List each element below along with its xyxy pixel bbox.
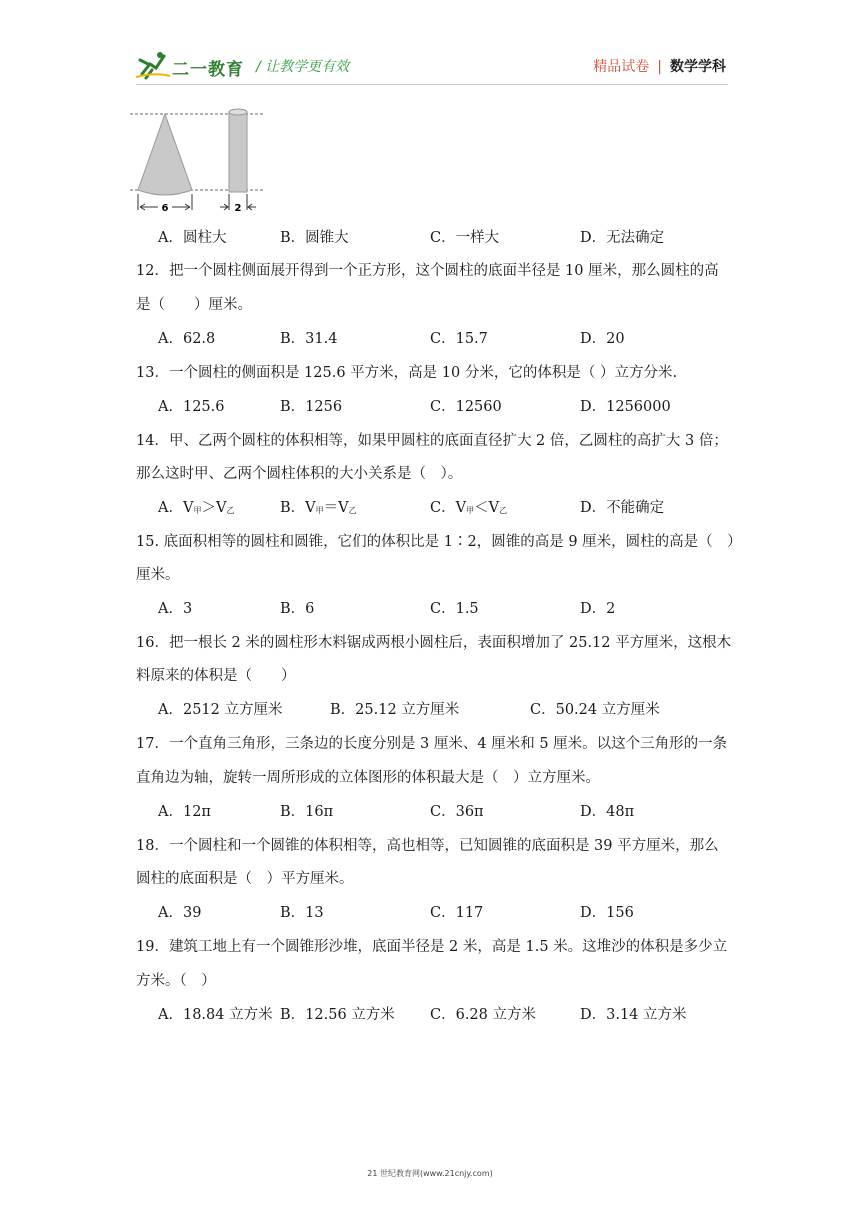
q14-stem-line2: 那么这时甲、乙两个圆柱体积的大小关系是（ ）。 bbox=[136, 466, 463, 482]
q14-option-a[interactable] bbox=[158, 496, 234, 517]
q14-option-b-pre: B．V bbox=[280, 500, 316, 516]
q14-option-a-mid: ＞V bbox=[201, 500, 227, 516]
q18-stem-line1: 18．一个圆柱和一个圆锥的体积相等，高也相等，已知圆锥的底面积是 39 平方厘米，那么 bbox=[136, 838, 719, 854]
q14-option-c-sub2: 乙 bbox=[499, 506, 508, 515]
q16-option-a[interactable]: A．2512 立方厘米 bbox=[158, 702, 283, 718]
q14-option-d[interactable]: D．不能确定 bbox=[580, 500, 665, 516]
q13-option-c[interactable]: C．12560 bbox=[430, 399, 502, 415]
q16-stem-line2: 料原来的体积是（ ） bbox=[136, 668, 296, 684]
header-tag bbox=[593, 56, 726, 76]
q19-option-b[interactable]: B．12.56 立方米 bbox=[280, 1007, 395, 1023]
q12-option-c[interactable]: C．15.7 bbox=[430, 331, 488, 347]
q14-option-b[interactable] bbox=[280, 496, 357, 517]
q11-option-c[interactable]: C．一样大 bbox=[430, 230, 500, 246]
q19-stem-line1: 19．建筑工地上有一个圆锥形沙堆，底面半径是 2 米，高是 1.5 米。这堆沙的体积是多少立 bbox=[136, 939, 728, 955]
q18-option-b[interactable]: B．13 bbox=[280, 905, 324, 921]
page-footer: 21 世纪教育网(www.21cnjy.com) bbox=[367, 1169, 493, 1178]
q14-option-c-pre: C．V bbox=[430, 500, 467, 516]
q13-stem-line1: 13．一个圆柱的侧面积是 125.6 平方米，高是 10 分米，它的体积是（ ）立方分米. bbox=[136, 365, 678, 381]
q16-option-c[interactable]: C．50.24 立方厘米 bbox=[530, 702, 660, 718]
q14-option-a-sub2: 乙 bbox=[226, 506, 235, 515]
q13-option-a[interactable]: A．125.6 bbox=[158, 399, 225, 415]
q16-option-b[interactable]: B．25.12 立方厘米 bbox=[330, 702, 460, 718]
q14-option-c-sub1: 甲 bbox=[466, 506, 475, 515]
q11-option-d[interactable]: D．无法确定 bbox=[580, 230, 665, 246]
q14-option-b-sub1: 甲 bbox=[315, 506, 324, 515]
q14-option-c[interactable] bbox=[430, 496, 507, 517]
q14-option-a-sub1: 甲 bbox=[193, 506, 202, 515]
q17-option-d[interactable]: D．48π bbox=[580, 804, 635, 820]
q12-stem-line2: 是（ ）厘米。 bbox=[136, 297, 252, 313]
q11-option-b[interactable]: B．圆锥大 bbox=[280, 230, 349, 246]
q13-option-b[interactable]: B．1256 bbox=[280, 399, 343, 415]
q14-option-b-sub2: 乙 bbox=[348, 506, 357, 515]
q17-option-a[interactable]: A．12π bbox=[158, 804, 211, 820]
q16-stem-line1: 16．把一根长 2 米的圆柱形木料锯成两根小圆柱后，表面积增加了 25.12 平方厘米，这根木 bbox=[136, 635, 732, 651]
q14-option-a-pre: A．V bbox=[158, 500, 194, 516]
q12-option-d[interactable]: D．20 bbox=[580, 331, 625, 347]
q13-option-d[interactable]: D．1256000 bbox=[580, 399, 671, 415]
q14-option-b-mid: ＝V bbox=[323, 500, 349, 516]
q15-option-b[interactable]: B．6 bbox=[280, 601, 315, 617]
q19-option-d[interactable]: D．3.14 立方米 bbox=[580, 1007, 687, 1023]
q15-stem-line1: 15. 底面积相等的圆柱和圆锥，它们的体积比是 1∶2，圆锥的高是 9 厘米，圆柱的高是（ ） bbox=[136, 534, 742, 550]
q18-stem-line2: 圆柱的底面积是（ ）平方厘米。 bbox=[136, 871, 354, 887]
q18-option-a[interactable]: A．39 bbox=[158, 905, 202, 921]
q17-stem-line2: 直角边为轴，旋转一周所形成的立体图形的体积最大是（ ）立方厘米。 bbox=[136, 770, 600, 786]
q17-option-b[interactable]: B．16π bbox=[280, 804, 334, 820]
cone-base-label: 6 bbox=[161, 203, 169, 214]
page-header bbox=[0, 0, 860, 90]
cone-cylinder-figure bbox=[130, 104, 270, 214]
q15-option-c[interactable]: C．1.5 bbox=[430, 601, 479, 617]
q19-stem-line2: 方米。（ ） bbox=[136, 973, 216, 989]
q11-option-a[interactable]: A．圆柱大 bbox=[158, 230, 227, 246]
q12-option-b[interactable]: B．31.4 bbox=[280, 331, 338, 347]
header-separator: | bbox=[657, 59, 662, 75]
header-tag-exam: 精品试卷 bbox=[593, 59, 650, 75]
q18-option-d[interactable]: D．156 bbox=[580, 905, 634, 921]
header-divider bbox=[136, 84, 728, 85]
q14-option-c-mid: ＜V bbox=[474, 500, 500, 516]
q15-option-d[interactable]: D．2 bbox=[580, 601, 616, 617]
q19-option-c[interactable]: C．6.28 立方米 bbox=[430, 1007, 536, 1023]
q15-option-a[interactable]: A．3 bbox=[158, 601, 193, 617]
q14-stem-line1: 14．甲、乙两个圆柱的体积相等，如果甲圆柱的底面直径扩大 2 倍，乙圆柱的高扩大 3 倍； bbox=[136, 433, 728, 449]
cylinder-base-label: 2 bbox=[234, 203, 242, 214]
header-tag-subject: 数学学科 bbox=[670, 59, 726, 75]
brand-slogan: / 让教学更有效 bbox=[256, 59, 350, 75]
brand-name: 二一教育 bbox=[172, 60, 244, 80]
q12-option-a[interactable]: A．62.8 bbox=[158, 331, 216, 347]
q17-stem-line1: 17．一个直角三角形，三条边的长度分别是 3 厘米、4 厘米和 5 厘米。以这个三角形的一条 bbox=[136, 736, 728, 752]
q19-option-a[interactable]: A．18.84 立方米 bbox=[158, 1007, 273, 1023]
q17-option-c[interactable]: C．36π bbox=[430, 804, 484, 820]
q12-stem-line1: 12．把一个圆柱侧面展开得到一个正方形，这个圆柱的底面半径是 10 厘米，那么圆柱的高 bbox=[136, 263, 719, 279]
q18-option-c[interactable]: C．117 bbox=[430, 905, 484, 921]
q15-stem-line2: 厘米。 bbox=[136, 567, 180, 583]
